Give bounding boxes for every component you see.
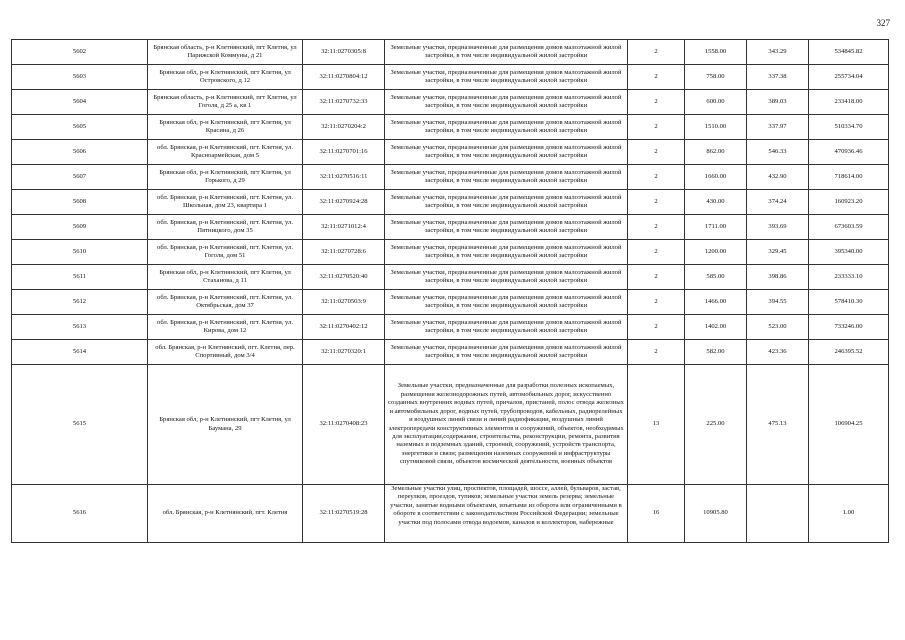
cadastral-number-cell: 32:11:0270924:28 (303, 190, 385, 215)
cadastral-value-cell: 106904.25 (809, 365, 889, 485)
specific-value-cell: 432.90 (747, 165, 809, 190)
cadastral-value-cell: 534845.82 (809, 40, 889, 65)
land-registry-table (11, 39, 889, 543)
row-number: 5614 (12, 340, 148, 365)
land-use-cell: Земельные участки, предназначенные для размещения домов малоэтажной жилой застройки, в том числе индивидуальной жилой застройки (385, 340, 628, 365)
row-number: 5613 (12, 315, 148, 340)
land-use-cell: Земельные участки, предназначенные для размещения домов малоэтажной жилой застройки, в том числе индивидуальной жилой застройки (385, 165, 628, 190)
area-cell: 1510.00 (685, 115, 747, 140)
cadastral-value-cell: 160923.20 (809, 190, 889, 215)
area-cell: 1660.00 (685, 165, 747, 190)
specific-value-cell: 394.55 (747, 290, 809, 315)
specific-value-cell: 329.45 (747, 240, 809, 265)
row-number: 5604 (12, 90, 148, 115)
group-cell: 2 (628, 140, 685, 165)
specific-value-cell: 393.69 (747, 215, 809, 240)
cadastral-number-cell: 32:11:0270305:8 (303, 40, 385, 65)
cadastral-number-cell: 32:11:0270320:1 (303, 340, 385, 365)
area-cell: 1402.00 (685, 315, 747, 340)
cadastral-number-cell: 32:11:0270516:11 (303, 165, 385, 190)
specific-value-cell (747, 485, 809, 543)
cadastral-value-cell: 233333.10 (809, 265, 889, 290)
address-cell: обл. Брянская, р-н Клетнянский, пгт. Клетня, ул. Кирова, дом 12 (148, 315, 303, 340)
specific-value-cell: 423.36 (747, 340, 809, 365)
cadastral-number-cell: 32:11:0270732:33 (303, 90, 385, 115)
row-number: 5603 (12, 65, 148, 90)
group-cell: 13 (628, 365, 685, 485)
row-number: 5612 (12, 290, 148, 315)
land-use-cell: Земельные участки, предназначенные для размещения домов малоэтажной жилой застройки, в том числе индивидуальной жилой застройки (385, 190, 628, 215)
address-cell: Брянская обл, р-н Клетнянский, пгт Клетня, ул Горького, д 29 (148, 165, 303, 190)
land-use-cell: Земельные участки, предназначенные для размещения домов малоэтажной жилой застройки, в том числе индивидуальной жилой застройки (385, 290, 628, 315)
cadastral-value-cell: 233418.00 (809, 90, 889, 115)
land-use-cell: Земельные участки, предназначенные для размещения домов малоэтажной жилой застройки, в том числе индивидуальной жилой застройки (385, 315, 628, 340)
address-cell: обл. Брянская, р-н Клетнянский, пгт. Клетня, ул. Пятницкого, дом 35 (148, 215, 303, 240)
row-number: 5609 (12, 215, 148, 240)
group-cell: 2 (628, 115, 685, 140)
area-cell: 585.00 (685, 265, 747, 290)
table-row (12, 365, 889, 485)
land-use-cell: Земельные участки, предназначенные для размещения домов малоэтажной жилой застройки, в том числе индивидуальной жилой застройки (385, 140, 628, 165)
table-row (12, 140, 889, 165)
cadastral-number-cell: 32:11:0270408:23 (303, 365, 385, 485)
area-cell: 225.00 (685, 365, 747, 485)
table-row (12, 90, 889, 115)
specific-value-cell: 546.33 (747, 140, 809, 165)
cadastral-value-cell: 395340.00 (809, 240, 889, 265)
address-cell: Брянская обл, р-н Клетнянский, пгт Клетня, ул Красина, д 26 (148, 115, 303, 140)
table-row (12, 485, 889, 543)
group-cell: 2 (628, 190, 685, 215)
table-row (12, 265, 889, 290)
cadastral-number-cell: 32:11:0271012:4 (303, 215, 385, 240)
land-use-cell: Земельные участки, предназначенные для размещения домов малоэтажной жилой застройки, в том числе индивидуальной жилой застройки (385, 265, 628, 290)
land-use-cell: Земельные участки, предназначенные для размещения домов малоэтажной жилой застройки, в том числе индивидуальной жилой застройки (385, 240, 628, 265)
cadastral-value-cell: 733246.00 (809, 315, 889, 340)
cadastral-value-cell: 255734.04 (809, 65, 889, 90)
table-row (12, 65, 889, 90)
row-number: 5610 (12, 240, 148, 265)
group-cell: 2 (628, 165, 685, 190)
cadastral-value-cell: 578410.30 (809, 290, 889, 315)
address-cell: Брянская область, р-н Клетнянский, пгт Клетня, ул Парижской Коммуны, д 21 (148, 40, 303, 65)
row-number: 5602 (12, 40, 148, 65)
address-cell: обл. Брянская, р-н Клетнянский, пгт. Клетня, ул. Школьная, дом 23, квартира 1 (148, 190, 303, 215)
land-use-cell: Земельные участки, предназначенные для размещения домов малоэтажной жилой застройки, в том числе индивидуальной жилой застройки (385, 40, 628, 65)
cadastral-value-cell: 673603.59 (809, 215, 889, 240)
group-cell: 2 (628, 215, 685, 240)
land-use-cell: Земельные участки, предназначенные для размещения домов малоэтажной жилой застройки, в том числе индивидуальной жилой застройки (385, 115, 628, 140)
address-cell: обл. Брянская, р-н Клетнянский, пгт. Клетня, ул. Октябрьская, дом 37 (148, 290, 303, 315)
cadastral-number-cell: 32:11:0270728:6 (303, 240, 385, 265)
land-use-cell: Земельные участки, предназначенные для размещения домов малоэтажной жилой застройки, в том числе индивидуальной жилой застройки (385, 215, 628, 240)
group-cell: 2 (628, 315, 685, 340)
area-cell: 600.00 (685, 90, 747, 115)
specific-value-cell: 475.13 (747, 365, 809, 485)
group-cell: 2 (628, 340, 685, 365)
address-cell: обл. Брянская, р-н Клетнянский, пгт. Клетня, ул. Красноармейская, дом 5 (148, 140, 303, 165)
specific-value-cell: 523.00 (747, 315, 809, 340)
area-cell: 582.00 (685, 340, 747, 365)
specific-value-cell: 337.38 (747, 65, 809, 90)
table-row (12, 190, 889, 215)
area-cell: 430.00 (685, 190, 747, 215)
cadastral-value-cell: 1.00 (809, 485, 889, 543)
area-cell: 862.00 (685, 140, 747, 165)
table-row (12, 290, 889, 315)
specific-value-cell: 398.86 (747, 265, 809, 290)
cadastral-value-cell: 510334.70 (809, 115, 889, 140)
cadastral-number-cell: 32:11:0270402:12 (303, 315, 385, 340)
land-use-cell: Земельные участки, предназначенные для разработки полезных ископаемых, размещения железнодорожных путей, автомобильных дорог, искусственно созданных внутренних водных путей, причалов, пристаней, полос отвода железных и автомобильных дорог, водных путей, трубопроводов, кабельных, радиорелейных и воздушных линий связи и линий радиофикации, воздушных линий электропередачи конструктивных элементов и сооружений, объектов, необходимых для эксплуатации,содержания, строительства, реконструкции, ремонта, развития наземных и подземных зданий, строений, сооружений, устройств транспорта, энергетики и связи; размещения наземных сооружений и инфраструктуры спутниковой связи, объектов космической деятельности, военных объектов (385, 365, 628, 485)
cadastral-value-cell: 470936.46 (809, 140, 889, 165)
specific-value-cell: 343.29 (747, 40, 809, 65)
group-cell: 2 (628, 240, 685, 265)
specific-value-cell: 389.03 (747, 90, 809, 115)
table-row (12, 40, 889, 65)
row-number: 5616 (12, 485, 148, 543)
row-number: 5605 (12, 115, 148, 140)
cadastral-value-cell: 718614.00 (809, 165, 889, 190)
area-cell: 1711.00 (685, 215, 747, 240)
area-cell: 758.00 (685, 65, 747, 90)
group-cell: 2 (628, 290, 685, 315)
cadastral-number-cell: 32:11:0270520:40 (303, 265, 385, 290)
land-use-cell: Земельные участки улиц, проспектов, площадей, шоссе, аллей, бульваров, застав, переулков, проездов, тупиков; земельные участки земель резерва; земельные участки, занятые водными объектами, изъятыми из оборота или ограниченными в обороте в соответствии с законодательством Российской Федерации; земельные участки под полосами отвода водоемов, каналов и коллекторов, набережные (385, 485, 628, 543)
land-use-cell: Земельные участки, предназначенные для размещения домов малоэтажной жилой застройки, в том числе индивидуальной жилой застройки (385, 90, 628, 115)
table-row (12, 215, 889, 240)
address-cell: Брянская обл, р-н Клетнянский, пгт Клетня, ул Островского, д 12 (148, 65, 303, 90)
group-cell: 2 (628, 265, 685, 290)
group-cell: 2 (628, 90, 685, 115)
page-number: 327 (876, 18, 890, 28)
address-cell: Брянская обл, р-н Клетнянский, пгт Клетня, ул Стаханова, д 11 (148, 265, 303, 290)
cadastral-value-cell: 246395.52 (809, 340, 889, 365)
table-row (12, 115, 889, 140)
cadastral-number-cell: 32:11:0270503:9 (303, 290, 385, 315)
row-number: 5611 (12, 265, 148, 290)
table-row (12, 240, 889, 265)
row-number: 5608 (12, 190, 148, 215)
address-cell: Брянская область, р-н Клетнянский, пгт Клетня, ул Гоголя, д 25 а, кв 1 (148, 90, 303, 115)
table-row (12, 340, 889, 365)
cadastral-number-cell: 32:11:0270519:28 (303, 485, 385, 543)
address-cell: обл. Брянская, р-н Клетнянский, пгт. Клетня, ул. Гоголя, дом 51 (148, 240, 303, 265)
specific-value-cell: 337.97 (747, 115, 809, 140)
area-cell: 1558.00 (685, 40, 747, 65)
specific-value-cell: 374.24 (747, 190, 809, 215)
table-row (12, 165, 889, 190)
area-cell: 1200.00 (685, 240, 747, 265)
address-cell: обл. Брянская, р-н Клетнянский, пгт. Клетня, пер. Спортивный, дом 3/4 (148, 340, 303, 365)
row-number: 5615 (12, 365, 148, 485)
cadastral-number-cell: 32:11:0270804:12 (303, 65, 385, 90)
area-cell: 10905.80 (685, 485, 747, 543)
address-cell: Брянская обл, р-н Клетнянский, пгт Клетня, ул Баумана, 29 (148, 365, 303, 485)
row-number: 5607 (12, 165, 148, 190)
cadastral-number-cell: 32:11:0270204:2 (303, 115, 385, 140)
group-cell: 2 (628, 40, 685, 65)
table-row (12, 315, 889, 340)
address-cell: обл. Брянская, р-н Клетнянский, пгт. Клетня (148, 485, 303, 543)
area-cell: 1466.00 (685, 290, 747, 315)
group-cell: 2 (628, 65, 685, 90)
row-number: 5606 (12, 140, 148, 165)
group-cell: 16 (628, 485, 685, 543)
land-use-cell: Земельные участки, предназначенные для размещения домов малоэтажной жилой застройки, в том числе индивидуальной жилой застройки (385, 65, 628, 90)
cadastral-number-cell: 32:11:0270701:16 (303, 140, 385, 165)
